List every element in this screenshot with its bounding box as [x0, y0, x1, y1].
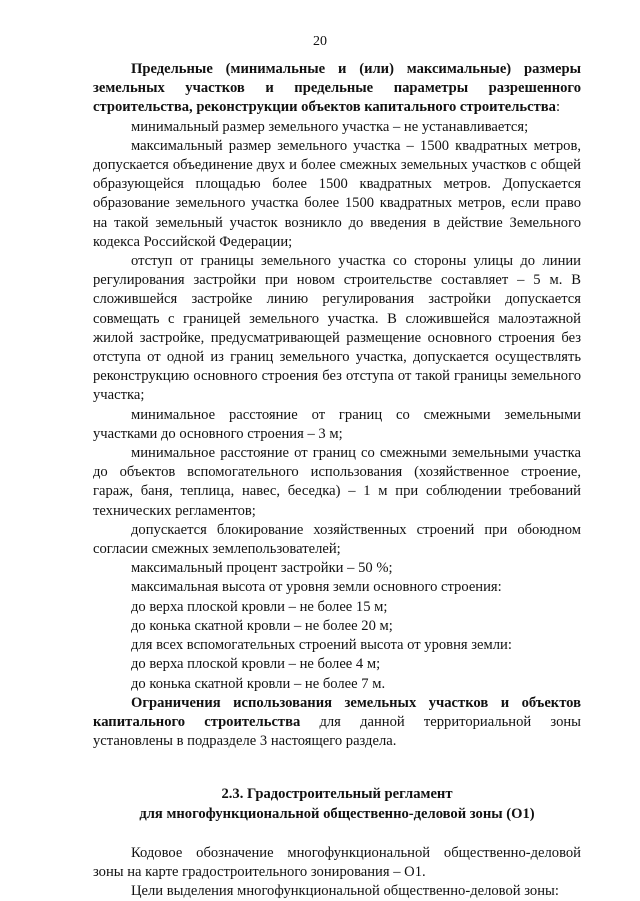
goals-paragraph: Цели выделения многофункциональной общественно-деловой зоны: [131, 883, 559, 900]
list-item: минимальное расстояние от границ со смежными земельными участка до объектов вспомогательного использования (хозяйственное строение, гараж, баня, теплица, навес, беседка) – 1 м при соблюдении требований технических регламентов; [93, 445, 581, 519]
list-item: минимальный размер земельного участка – не устанавливается; [131, 118, 529, 135]
restrictions-bold-text: Ограничения использования земельных участков и объектов капитального строительства [93, 694, 581, 730]
list-item: максимальный размер земельного участка – 1500 квадратных метров, допускается объединение двух и более смежных земельных участков с общей образующейся площадью более 1500 квадратных метров. Допускается образование земельного участка более 1500 квадратных метров, если право на такой земельный участок возникло до введения в действие Земельного кодекса Российской Федерации; [93, 137, 581, 250]
list-item: до конька скатной кровли – не более 7 м. [131, 675, 386, 692]
list-item: до верха плоской кровли – не более 15 м; [131, 598, 388, 615]
spacer [93, 824, 581, 844]
list-item: максимальная высота от уровня земли основного строения: [131, 579, 502, 596]
section-heading-line-2: для многофункциональной общественно-деловой зоны (О1) [139, 805, 535, 822]
list-item: допускается блокирование хозяйственных строений при обоюдном согласии смежных землепользователей; [93, 521, 581, 558]
section-intro-title-suffix: : [555, 99, 561, 116]
page-number: 20 [313, 34, 327, 49]
spacer [93, 751, 581, 785]
restrictions-paragraph [93, 694, 581, 752]
section-heading-line-1: 2.3. Градостроительный регламент [221, 786, 453, 803]
section-intro-title: Предельные (минимальные и (или) максимальные) размеры земельных участков и предельные параметры разрешенного строительства, реконструкции объектов капитального строительства [93, 61, 581, 116]
list-item: минимальное расстояние от границ со смежными земельными участками до основного строения – 3 м; [93, 406, 581, 442]
list-item: для всех вспомогательных строений высота от уровня земли: [131, 637, 512, 654]
section-intro-paragraph [93, 60, 581, 118]
list-item: максимальный процент застройки – 50 %; [131, 560, 393, 577]
list-item: до верха плоской кровли – не более 4 м; [131, 656, 381, 673]
list-item: до конька скатной кровли – не более 20 м; [131, 617, 393, 634]
document-body [93, 60, 581, 901]
list-item: отступ от границы земельного участка со стороны улицы до линии регулирования застройки при новом строительстве составляет – 5 м. В сложившейся застройке линию регулирования застройки допускается совмещать с границей земельного участка. В сложившейся малоэтажной жилой застройке, предусматривающей размещение основного строения без отступа от одной из границ земельного участка, допускается осуществлять реконструкцию основного строения без отступа от такой границы земельного участка; [93, 253, 581, 404]
code-paragraph: Кодовое обозначение многофункциональной общественно-деловой зоны на карте градостроительного зонирования – О1. [93, 844, 581, 880]
restrictions-rest-text: для данной территориальной зоны установлены в подразделе 3 настоящего раздела. [93, 713, 581, 750]
